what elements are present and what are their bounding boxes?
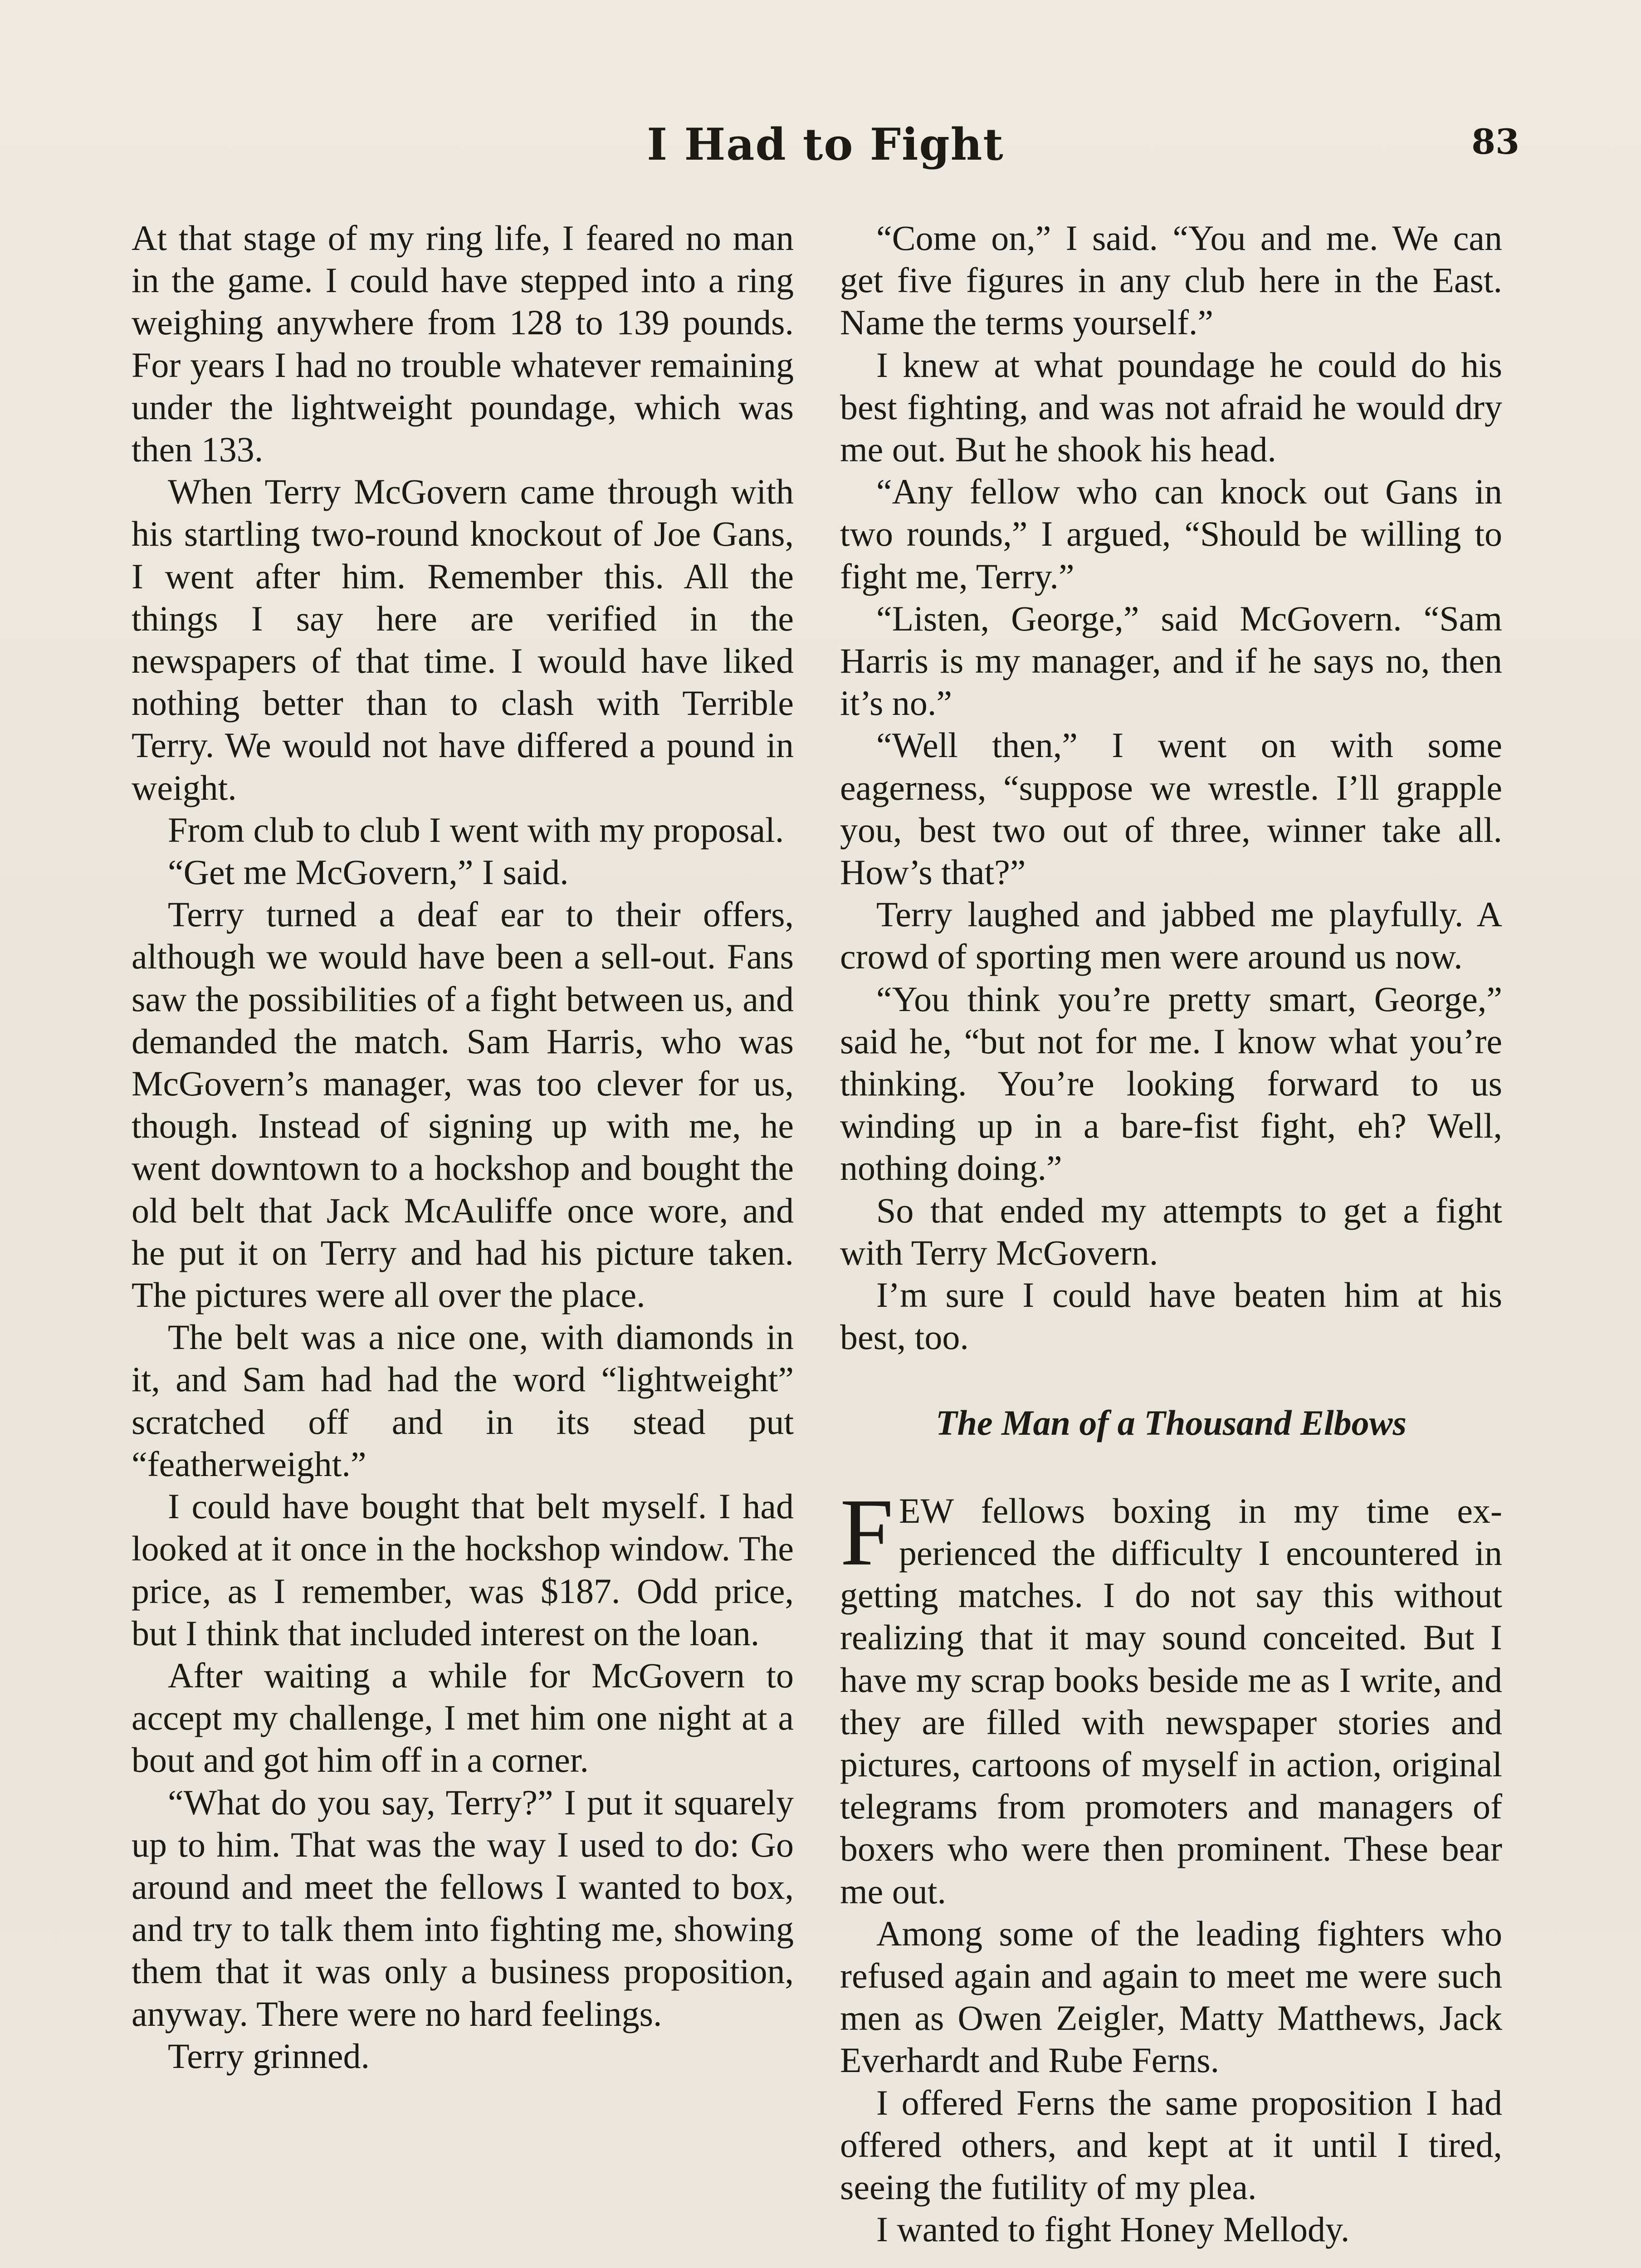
paragraph: After waiting a while for McGovern to accept my challenge, I met him one night at a bout and got him off in a corner.	[132, 1655, 794, 1780]
paragraph: I could have bought that belt myself. I had looked at it once in the hockshop window. The price, as I remember, was $187. Odd price, but I think that included interest on the loan.	[132, 1486, 794, 1653]
paragraph: “Get me McGovern,” I said.	[168, 852, 569, 892]
right-column	[840, 217, 1502, 2250]
paragraph: Terry grinned.	[168, 2036, 370, 2076]
paragraph: “You think you’re pretty smart, George,” said he, “but not for me. I know what you’re thinking. You’re looking forward to us winding up in a bare-fist fight, eh? Well, nothing doing.”	[840, 979, 1502, 1188]
paragraph: I knew at what poundage he could do his best fighting, and was not afraid he would dry me out. But he shook his head.	[840, 345, 1502, 469]
paragraph: So that ended my attempts to get a fight with Terry McGovern.	[840, 1190, 1502, 1272]
paragraph: Terry laughed and jabbed me playfully. A crowd of sporting men were around us now.	[840, 894, 1502, 977]
left-column	[132, 217, 794, 2077]
running-head	[132, 119, 1519, 178]
paragraph: When Terry McGovern came through with his startling two-round knockout of Joe Gans, I went after him. Remember this. All the things I say here are verified in the newspapers of that time. I would have liked nothing better than to clash with Terrible Terry. We would not have differed a pound in weight.	[132, 472, 794, 807]
first-paragraph-text: EW fellows boxing in my time experienced the difficulty I encountered in getting matches. I do not say this without realizing that it may sound conceited. But I have my scrap books beside me as I write, and they are filled with newspaper stories and pictures, cartoons of myself in action, original telegrams from promoters and managers of boxers who were then prominent. These bear me out.	[840, 1491, 1502, 1911]
paragraph: At that stage of my ring life, I feared no man in the game. I could have stepped into a ring weighing anywhere from 128 to 139 pounds. For years I had no trouble whatever remaining under the lightweight poundage, which was then 133.	[132, 218, 794, 469]
paragraph: I offered Ferns the same proposition I had offered others, and kept at it until I tired, seeing the futility of my plea.	[840, 2082, 1502, 2207]
running-title: I Had to Fight	[647, 119, 1004, 170]
paragraph: From club to club I went with my proposal.	[168, 810, 784, 850]
paragraph: “What do you say, Terry?” I put it squarely up to him. That was the way I used to do: Go around and meet the fellows I wanted to box, and try to talk them into fighting me, showing them that it was only a business proposition, anyway. There were no hard feelings.	[132, 1782, 794, 2033]
section-heading: The Man of a Thousand Elbows	[935, 1403, 1407, 1443]
paragraph: “Well then,” I went on with some eagerness, “suppose we wrestle. I’ll grapple you, best two out of three, winner take all. How’s that?”	[840, 725, 1502, 892]
drop-cap: F	[840, 1478, 894, 1585]
first-paragraph	[840, 1478, 1502, 1912]
paragraph: Terry turned a deaf ear to their offers, although we would have been a sell-out. Fans saw the possibilities of a fight between us, and demanded the match. Sam Harris, who was McGovern’s manager, was too clever for us, though. Instead of signing up with me, he went downtown to a hockshop and bought the old belt that Jack McAuliffe once wore, and he put it on Terry and had his picture taken. The pictures were all over the place.	[132, 894, 794, 1315]
paragraph: “Listen, George,” said McGovern. “Sam Harris is my manager, and if he says no, then it’s no.”	[840, 598, 1502, 723]
paragraph: “Any fellow who can knock out Gans in two rounds,” I argued, “Should be willing to fight me, Terry.”	[840, 472, 1502, 596]
paragraph: I wanted to fight Honey Mellody.	[876, 2209, 1350, 2249]
paragraph: I’m sure I could have beaten him at his best, too.	[840, 1275, 1502, 1357]
paragraph: “Come on,” I said. “You and me. We can get five figures in any club here in the East. Name the terms yourself.”	[840, 218, 1502, 342]
page-number: 83	[1471, 122, 1519, 162]
paragraph: Among some of the leading fighters who refused again and again to meet me were such men as Owen Zeigler, Matty Matthews, Jack Everhardt and Rube Ferns.	[840, 1913, 1502, 2080]
paragraph: The belt was a nice one, with diamonds in it, and Sam had had the word “lightweight” scratched off and in its stead put “featherweight.”	[132, 1317, 794, 1484]
